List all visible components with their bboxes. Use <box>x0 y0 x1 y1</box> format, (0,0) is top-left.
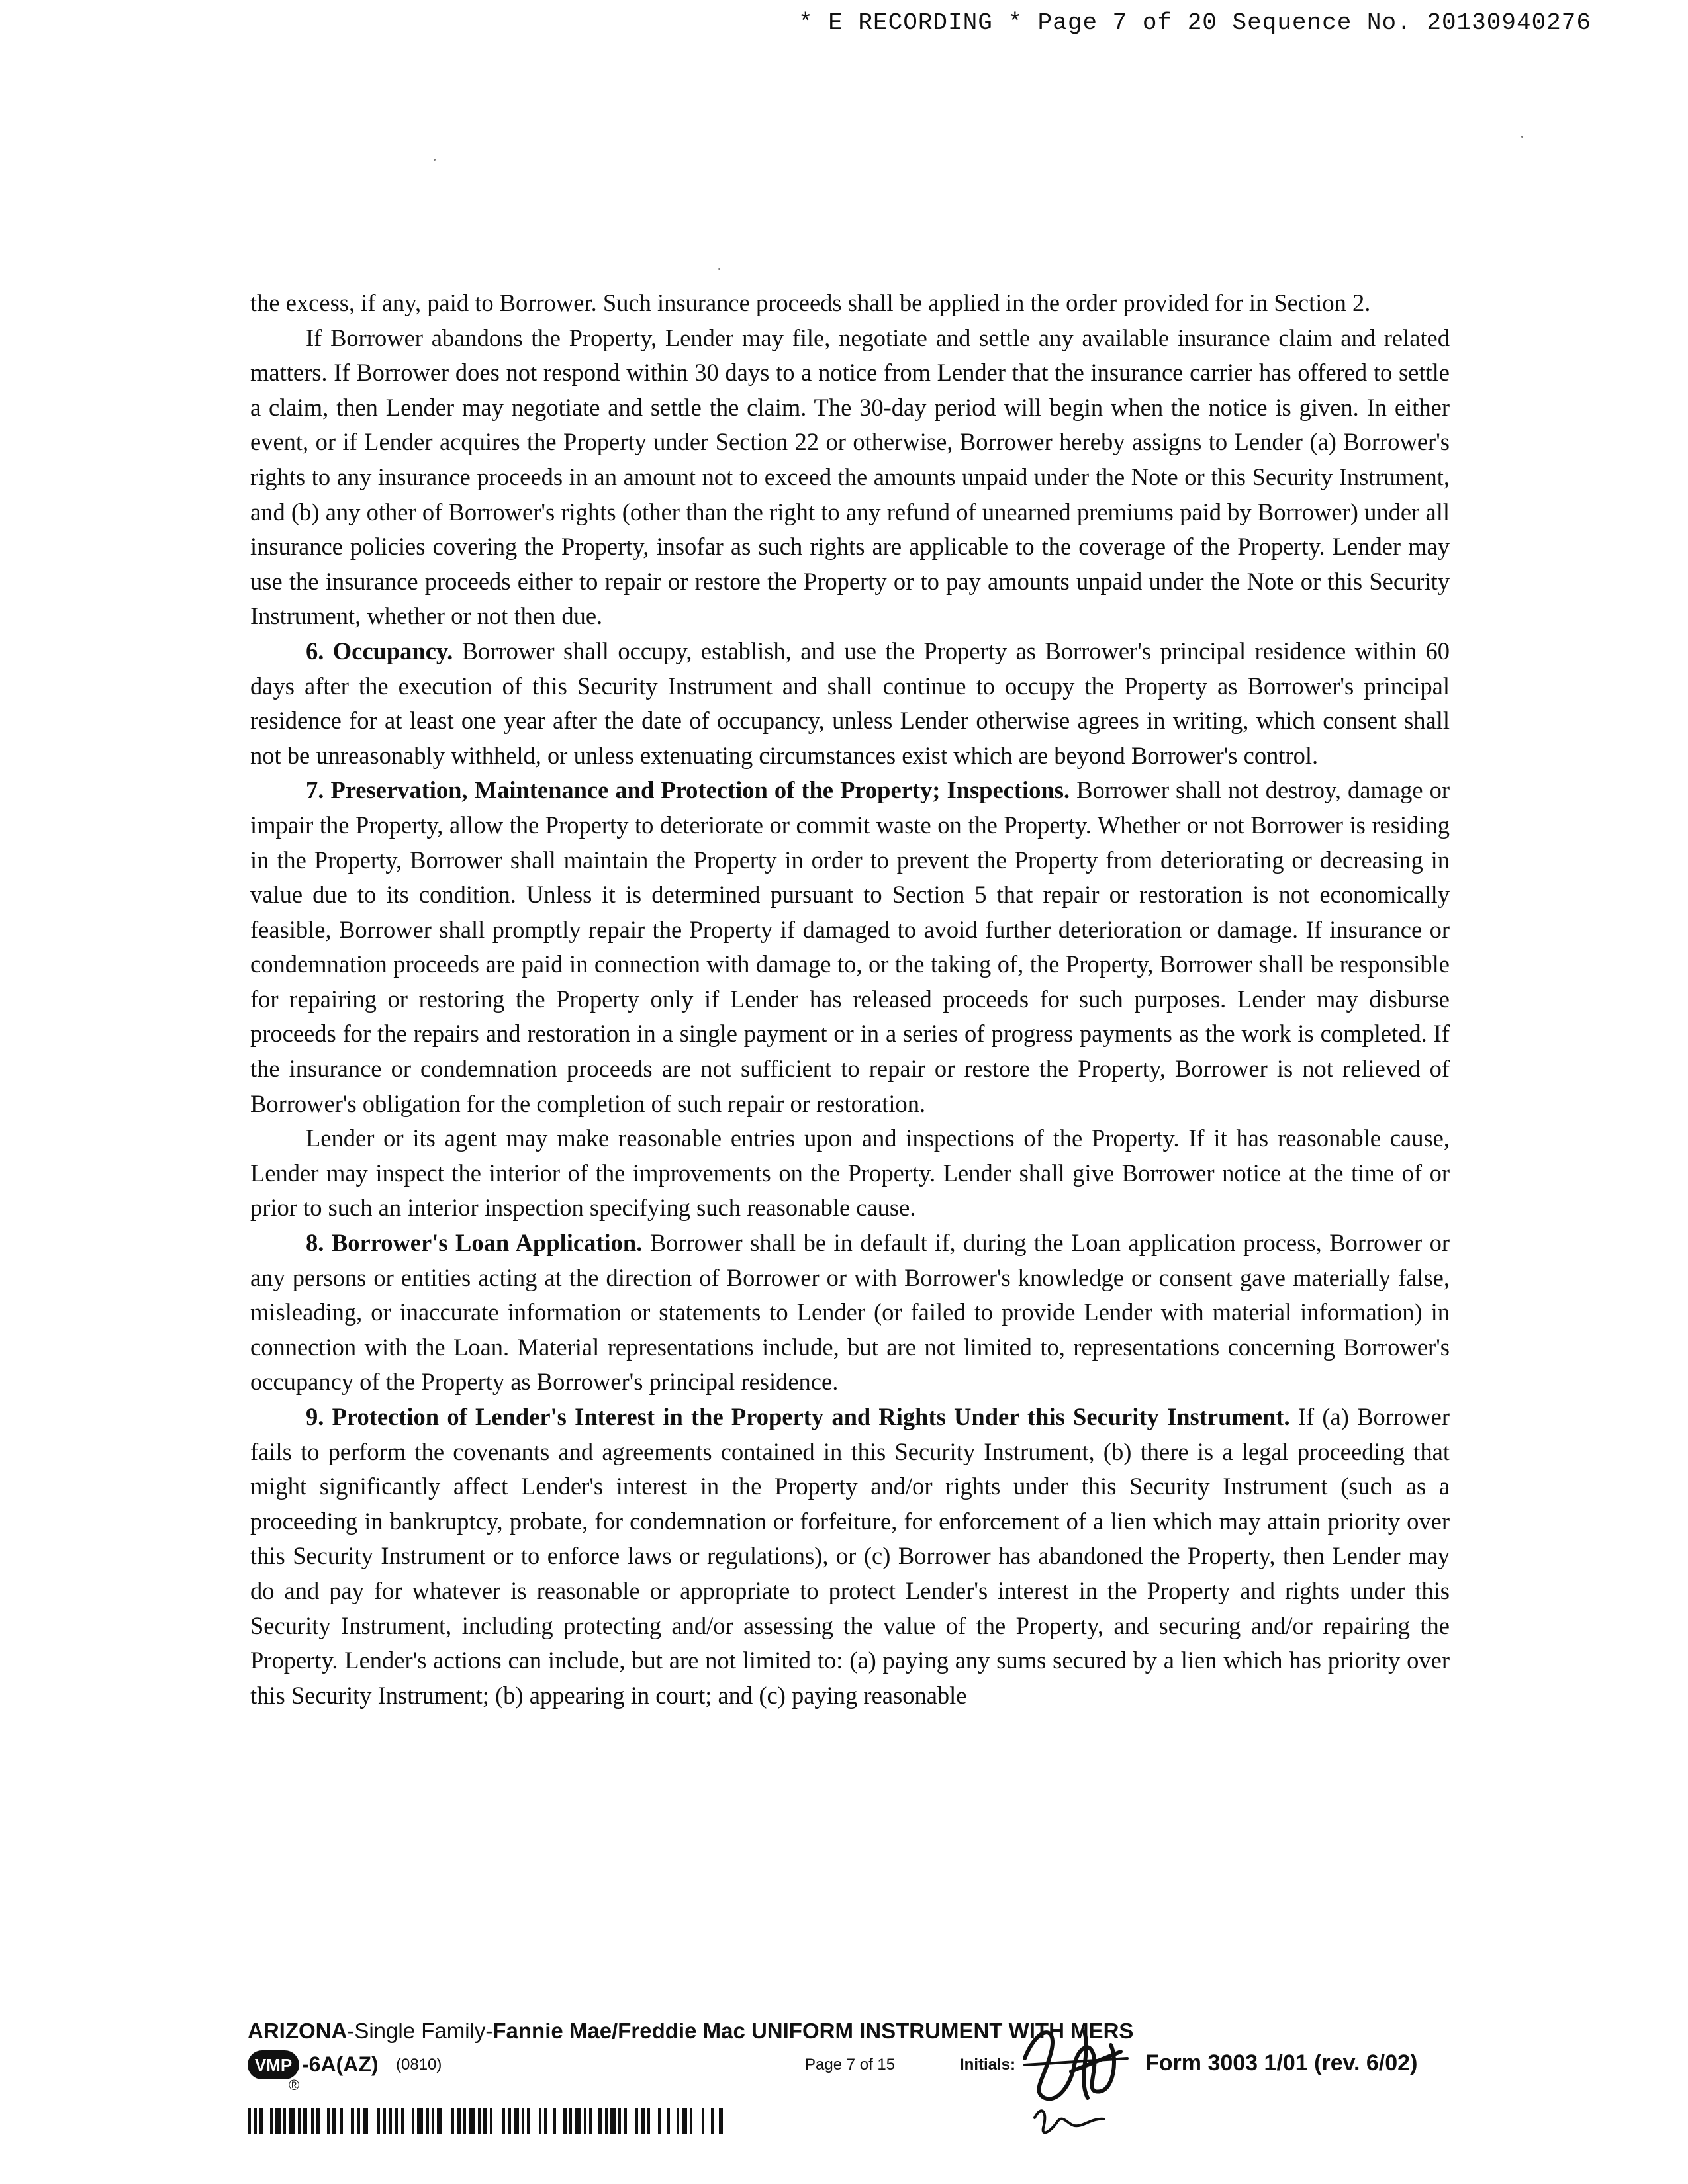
section-text: If (a) Borrower fails to perform the covenants and agreements contained in this Security Instrument, (b) there is a legal proceeding that might significantly affect Lender's interest in the Property and/or rights under this Security Instrument (such as a proceeding in bankruptcy, probate, for condemnation or forfeiture, for enforcement of a lien which may attain priority over this Security Instrument or to enforce laws or regulations), or (c) Borrower has abandoned the Property, then Lender may do and pay for whatever is reasonable or appropriate to protect Lender's interest in the Property and rights under this Security Instrument, including protecting and/or assessing the value of the Property, and securing and/or repairing the Property. Lender's actions can include, but are not limited to: (a) paying any sums secured by a lien which has priority over this Security Instrument; (b) appearing in court; and (c) paying reasonable <box>250 1403 1450 1709</box>
paragraph-inspections: Lender or its agent may make reasonable entries upon and inspections of the Property. If it has reasonable cause, Lender may inspect the interior of the improvements on the Property. Lender shall give Borrower notice at the time of or prior to such an interior inspection specifying such reasonable cause. <box>250 1124 1450 1222</box>
footer-desc: -Single Family- <box>347 2019 493 2043</box>
section-text: Borrower shall not destroy, damage or impair the Property, allow the Property to deteriorate or commit waste on the Property. Whether or not Borrower is residing in the Property, Borrower shall maintain the Property in order to prevent the Property from deteriorating or decreasing in value due to its condition. Unless it is determined pursuant to Section 5 that repair or restoration is not economically feasible, Borrower shall promptly repair the Property if damaged to avoid further deterioration or damage. If insurance or condemnation proceeds are paid in connection with damage to, or the taking of, the Property, Borrower shall be responsible for repairing or restoring the Property only if Lender has released proceeds for such purposes. Lender may disburse proceeds for the repairs and restoration in a single payment or in a series of progress payments as the work is completed. If the insurance or condemnation proceeds are not sufficient to repair or restore the Property, Borrower is not relieved of Borrower's obligation for the completion of such repair or restoration. <box>250 776 1450 1117</box>
scan-speck <box>434 159 436 161</box>
scan-speck <box>1521 136 1523 138</box>
section-heading: 7. Preservation, Maintenance and Protection of the Property; Inspections. <box>306 776 1070 804</box>
footer-orgs: Fannie Mae/Freddie Mac UNIFORM INSTRUMENT WITH MERS <box>492 2019 1134 2043</box>
section-6-occupancy <box>250 634 1450 773</box>
vmp-logo: VMP <box>248 2050 299 2079</box>
scan-speck <box>718 268 720 270</box>
document-body <box>250 286 1450 1713</box>
section-heading: 6. Occupancy. <box>306 637 453 664</box>
section-7-preservation <box>250 773 1450 1121</box>
footer-form-description <box>248 2019 1133 2044</box>
section-heading: 9. Protection of Lender's Interest in the Property and Rights Under this Security Instrument. <box>306 1403 1290 1430</box>
handwritten-initials-icon <box>1011 2012 1137 2144</box>
initials-label: Initials: <box>960 2056 1016 2073</box>
paragraph-abandonment: If Borrower abandons the Property, Lender may file, negotiate and settle any available insurance claim and related matters. If Borrower does not respond within 30 days to a notice from Lender that the insurance carrier has offered to settle a claim, then Lender may negotiate and settle the claim. The 30-day period will begin when the notice is given. In either event, or if Lender acquires the Property under Section 22 or otherwise, Borrower hereby assigns to Lender (a) Borrower's rights to any insurance proceeds in an amount not to exceed the amounts unpaid under the Note or this Security Instrument, and (b) any other of Borrower's rights (other than the right to any refund of unearned premiums paid by Borrower) under all insurance policies covering the Property, insofar as such rights are applicable to the coverage of the Property. Lender may use the insurance proceeds either to repair or restore the Property or to pay amounts unpaid under the Note or this Security Instrument, whether or not then due. <box>250 324 1450 630</box>
page-number: Page 7 of 15 <box>805 2056 896 2073</box>
form-code: -6A(AZ) <box>302 2052 379 2076</box>
barcode-icon <box>248 2108 731 2134</box>
section-8-loan-application <box>250 1226 1450 1400</box>
recording-stamp: * E RECORDING * Page 7 of 20 Sequence No. 20130940276 <box>798 9 1591 36</box>
section-text: Borrower shall occupy, establish, and use the Property as Borrower's principal residence within 60 days after the execution of this Security Instrument and shall continue to occupy the Property as Borrower's principal residence for at least one year after the date of occupancy, unless Lender otherwise agrees in writing, which consent shall not be unreasonably withheld, or unless extenuating circumstances exist which are beyond Borrower's control. <box>250 637 1450 769</box>
section-9-protection <box>250 1400 1450 1713</box>
paragraph-insurance-excess: the excess, if any, paid to Borrower. Such insurance proceeds shall be applied in the order provided for in Section 2. <box>250 289 1371 316</box>
form-date: (0810) <box>396 2056 442 2073</box>
form-number: Form 3003 1/01 (rev. 6/02) <box>1145 2050 1418 2075</box>
section-heading: 8. Borrower's Loan Application. <box>306 1229 643 1257</box>
section-text: Borrower shall be in default if, during the Loan application process, Borrower or any persons or entities acting at the direction of Borrower or with Borrower's knowledge or consent gave materially false, misleading, or inaccurate information or statements to Lender (or failed to provide Lender with material information) in connection with the Loan. Material representations include, but are not limited to, representations concerning Borrower's occupancy of the Property as Borrower's principal residence. <box>250 1229 1450 1396</box>
registered-mark: ® <box>289 2077 300 2093</box>
footer-state: ARIZONA <box>248 2019 348 2043</box>
